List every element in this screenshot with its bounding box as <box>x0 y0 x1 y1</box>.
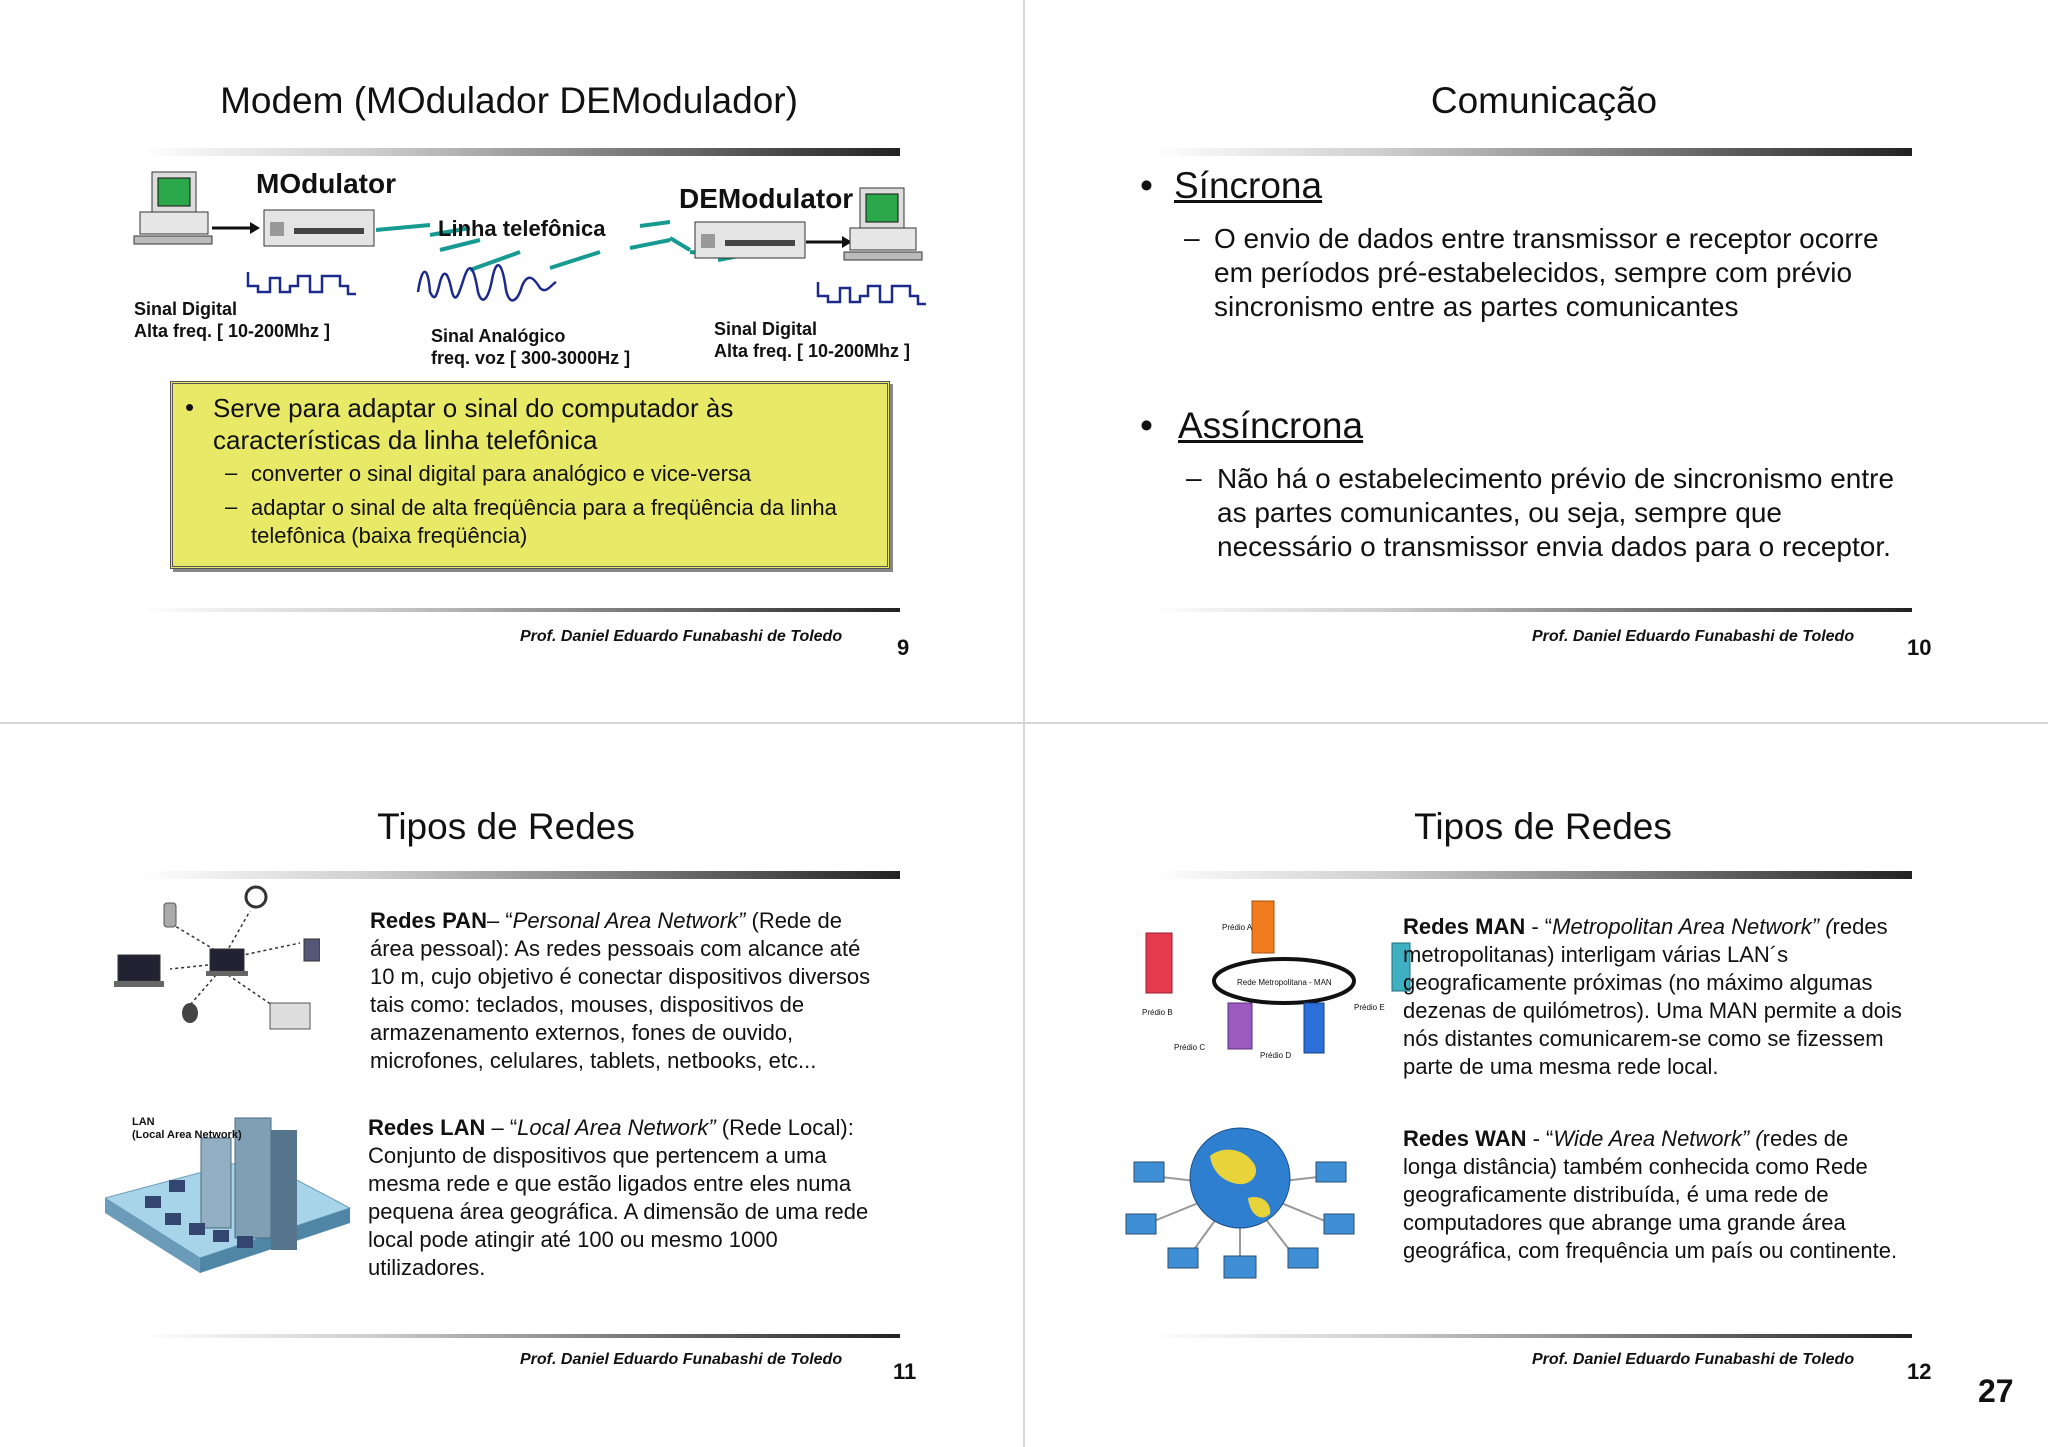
wan-rest1: redes de <box>1762 1126 1849 1151</box>
pan-bold: Redes PAN <box>370 908 487 933</box>
pan-line2: área pessoal): As redes pessoais com alcance até <box>370 936 861 961</box>
footer-author: Prof. Daniel Eduardo Funabashi de Toledo <box>520 628 843 645</box>
title-rule <box>1152 148 1912 156</box>
man-dash: - “ <box>1525 914 1553 939</box>
pan-line5: armazenamento externos, fones de ouvido, <box>370 1020 794 1045</box>
dash: – <box>1184 222 1200 253</box>
sub-dash: – <box>225 494 238 519</box>
high-freq-left-label: Alta freq. [ 10-200Mhz ] <box>134 321 331 341</box>
page-number: 27 <box>1978 1373 2014 1409</box>
pan-rest1: (Rede de <box>745 908 842 933</box>
sub-dash: – <box>225 460 238 485</box>
digital-signal-right <box>818 282 926 304</box>
wan-paragraph <box>1403 1125 1963 1265</box>
pan-line4: tais como: teclados, mouses, dispositivos de <box>370 992 805 1017</box>
slide-title: Tipos de Redes <box>1414 806 1672 847</box>
async-line1: Não há o estabelecimento prévio de sincronismo entre <box>1217 463 1895 494</box>
footer-rule <box>1152 608 1912 612</box>
man-line2: metropolitanas) interligam várias LAN´s <box>1403 942 1789 967</box>
pan-devices-image <box>110 883 320 1043</box>
lan-image-label1: LAN <box>132 1116 155 1128</box>
wan-line3: geograficamente distribuída, é uma rede de <box>1403 1182 1829 1207</box>
man-line4: dezenas de quilómetros). Uma MAN permite a dois <box>1403 998 1902 1023</box>
predio-b-label: Prédio B <box>1142 1008 1173 1017</box>
slide-11 <box>0 723 1024 1446</box>
signal-analog-label: Sinal Analógico <box>431 326 566 346</box>
wan-bold: Redes WAN <box>1403 1126 1527 1151</box>
slide-title: Tipos de Redes <box>377 806 635 847</box>
man-line5: nós distantes comunicarem-se como se fizessem <box>1403 1026 1884 1051</box>
slide-12 <box>1024 723 2048 1446</box>
modem-icon-right <box>695 222 805 258</box>
sync-heading: Síncrona <box>1174 165 1323 206</box>
dash: – <box>1186 462 1202 493</box>
modulator-label: MOdulator <box>256 168 396 199</box>
box-sub-2b: telefônica (baixa freqüência) <box>251 523 528 548</box>
sync-line1: O envio de dados entre transmissor e receptor ocorre <box>1214 223 1879 254</box>
wan-line2: longa distância) também conhecida como Rede <box>1403 1154 1868 1179</box>
analog-signal <box>418 265 556 300</box>
signal-digital-right-label: Sinal Digital <box>714 319 818 339</box>
pan-dash: – “ <box>486 908 513 933</box>
pan-line3: 10 m, cujo objetivo é conectar dispositivos diversos <box>370 964 871 989</box>
computer-icon-right <box>844 188 922 260</box>
bullet-dot: • <box>1140 405 1153 446</box>
footer-author: Prof. Daniel Eduardo Funabashi de Toledo <box>1532 1351 1855 1368</box>
slide-title: Modem (MOdulador DEModulador) <box>220 80 798 121</box>
async-heading: Assíncrona <box>1178 405 1364 446</box>
box-bullet-line1: Serve para adaptar o sinal do computador às <box>213 393 734 423</box>
slide-10 <box>1024 0 2048 723</box>
pan-paragraph <box>370 907 930 1075</box>
demodulator-label: DEModulator <box>679 183 854 214</box>
predio-a-label: Prédio A <box>1222 923 1253 932</box>
lan-rest1: (Rede Local): <box>715 1115 854 1140</box>
footer-rule <box>1152 1334 1912 1338</box>
slide-title: Comunicação <box>1430 80 1658 121</box>
man-italic: Metropolitan Area Network” ( <box>1552 914 1833 939</box>
signal-digital-left-label: Sinal Digital <box>134 299 238 319</box>
wan-line5: geográfica, com frequência um país ou continente. <box>1403 1238 1898 1263</box>
wan-italic: Wide Area Network” ( <box>1553 1126 1763 1151</box>
async-line3: necessário o transmissor envia dados para o receptor. <box>1217 531 1891 562</box>
lan-line2: Conjunto de dispositivos que pertencem a uma <box>368 1143 827 1168</box>
async-line2: as partes comunicantes, ou seja, sempre que <box>1217 497 1782 528</box>
lan-dash: – “ <box>485 1115 518 1140</box>
wan-line4: computadores que abrange uma grande área <box>1403 1210 1846 1235</box>
title-rule <box>1152 871 1912 879</box>
man-center-label: Rede Metropolitana - MAN <box>1237 978 1332 987</box>
pan-italic: Personal Area Network” <box>512 908 746 933</box>
pan-line6: microfones, celulares, tablets, netbooks, etc... <box>370 1048 817 1073</box>
bullet-dot: • <box>185 392 195 422</box>
predio-c-label: Prédio C <box>1174 1043 1206 1052</box>
high-freq-right-label: Alta freq. [ 10-200Mhz ] <box>714 341 911 361</box>
man-line3: geograficamente próximas (no máximo algumas <box>1403 970 1873 995</box>
slide-number: 11 <box>893 1359 917 1384</box>
man-rest1: redes <box>1832 914 1888 939</box>
footer-author: Prof. Daniel Eduardo Funabashi de Toledo <box>1532 628 1855 645</box>
lan-bold: Redes LAN <box>368 1115 486 1140</box>
summary-box <box>170 381 890 569</box>
wan-dash: - “ <box>1526 1126 1554 1151</box>
lan-line6: utilizadores. <box>368 1255 486 1280</box>
man-line6: parte de uma mesma rede local. <box>1403 1054 1719 1079</box>
lan-line3: mesma rede e que estão ligados entre eles numa <box>368 1171 852 1196</box>
slide-number: 12 <box>1907 1359 1932 1384</box>
slide-9 <box>0 0 1024 723</box>
footer-rule <box>140 608 900 612</box>
box-bullet-line2: características da linha telefônica <box>213 425 598 455</box>
phone-line-label: Linha telefônica <box>438 216 606 241</box>
title-rule <box>140 871 900 879</box>
lan-line4: pequena área geográfica. A dimensão de uma rede <box>368 1199 869 1224</box>
box-sub-1: converter o sinal digital para analógico e vice-versa <box>251 461 752 486</box>
predio-e-label: Prédio E <box>1354 1003 1385 1012</box>
bullet-dot: • <box>1140 165 1153 206</box>
slide-number: 10 <box>1907 635 1932 660</box>
sync-line3: sincronismo entre as partes comunicantes <box>1214 291 1739 322</box>
computer-icon-left <box>134 172 212 244</box>
man-paragraph <box>1403 913 1963 1081</box>
wan-globe-image <box>1112 1106 1367 1291</box>
box-sub-2a: adaptar o sinal de alta freqüência para a freqüência da linha <box>251 495 837 520</box>
lan-line5: local pode atingir até 100 ou mesmo 1000 <box>368 1227 778 1252</box>
man-bold: Redes MAN <box>1403 914 1526 939</box>
footer-rule <box>140 1334 900 1338</box>
modem-icon-left <box>264 210 374 246</box>
slide-number: 9 <box>897 635 910 660</box>
digital-signal-left <box>248 272 356 294</box>
lan-image-label2: (Local Area Network) <box>132 1129 242 1141</box>
title-rule <box>140 148 900 156</box>
voice-freq-label: freq. voz [ 300-3000Hz ] <box>431 348 631 368</box>
lan-paragraph <box>368 1114 928 1282</box>
sync-line2: em períodos pré-estabelecidos, sempre com prévio <box>1214 257 1853 288</box>
predio-d-label: Prédio D <box>1260 1051 1292 1060</box>
footer-author: Prof. Daniel Eduardo Funabashi de Toledo <box>520 1351 843 1368</box>
lan-italic: Local Area Network” <box>517 1115 716 1140</box>
